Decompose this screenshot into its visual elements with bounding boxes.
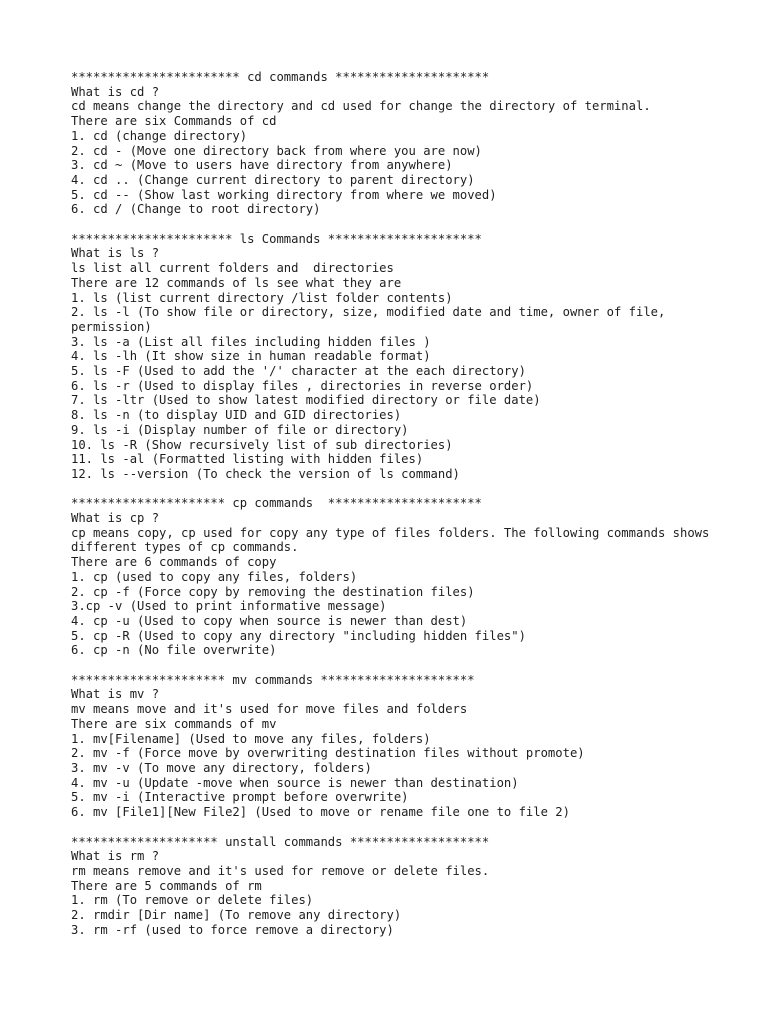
text-line: 3. ls -a (List all files including hidden files ) [71,334,431,349]
text-line: There are 5 commands of rm [71,878,262,893]
text-line: 5. cd -- (Show last working directory from where we moved) [71,187,497,202]
document-page [71,70,751,952]
text-line: 2. mv -f (Force move by overwriting destination files without promote) [71,746,585,761]
text-line: 4. ls -lh (It show size in human readable format) [71,349,431,364]
text-line: 2. ls -l (To show file or directory, size, modified date and time, owner of file, permission) [71,305,673,334]
section-question: What is cd ? [71,84,160,99]
text-line: There are six Commands of cd [71,114,277,129]
text-line: 4. cd .. (Change current directory to parent directory) [71,172,475,187]
section-header: ********************* cp commands ********************* [71,496,482,511]
text-line: 3. mv -v (To move any directory, folders) [71,761,372,775]
command-section [71,673,751,820]
text-line: 6. cd / (Change to root directory) [71,202,321,217]
text-line: mv means move and it's used for move files and folders [71,702,468,717]
text-line: 2. rmdir [Dir name] (To remove any directory) [71,908,402,923]
command-section [71,496,751,658]
text-line: 4. cp -u (Used to copy when source is newer than dest) [71,613,468,628]
text-line: 7. ls -ltr (Used to show latest modified directory or file date) [71,393,541,408]
text-line: 4. mv -u (Update -move when source is newer than destination) [71,775,519,790]
text-line: 1. rm (To remove or delete files) [71,893,314,908]
section-question: What is mv ? [71,687,160,702]
text-line: 11. ls -al (Formatted listing with hidden files) [71,452,424,467]
text-line: 8. ls -n (to display UID and GID directories) [71,408,402,423]
section-question: What is ls ? [71,246,160,261]
text-line: 1. cd (change directory) [71,128,248,143]
text-line: cp means copy, cp used for copy any type of files folders. The following commands shows different types of cp commands. [71,525,717,555]
text-line: 12. ls --version (To check the version of ls command) [71,466,460,481]
text-line: 3. cd ~ (Move to users have directory from anywhere) [71,158,453,173]
text-line: rm means remove and it's used for remove or delete files. [71,863,490,878]
text-line: There are 12 commands of ls see what they are [71,275,402,290]
text-line: 3.cp -v (Used to print informative message) [71,599,387,614]
text-line: 1. cp (used to copy any files, folders) [71,569,358,584]
text-line: 1. ls (list current directory /list folder contents) [71,290,453,305]
section-header: ********************* mv commands ********************* [71,672,475,687]
text-line: 1. mv[Filename] (Used to move any files, folders) [71,731,431,746]
command-section [71,70,751,217]
text-line: 5. mv -i (Interactive prompt before overwrite) [71,790,409,805]
text-line: ls list all current folders and directories [71,261,394,276]
section-header: ******************** unstall commands ******************* [71,834,490,849]
command-section [71,232,751,482]
text-line: There are 6 commands of copy [71,555,277,570]
text-line: 2. cd - (Move one directory back from where you are now) [71,143,482,158]
section-question: What is rm ? [71,849,160,864]
text-line: cd means change the directory and cd used for change the directory of terminal. [71,99,651,114]
text-line: 5. cp -R (Used to copy any directory "including hidden files") [71,628,526,643]
text-line: 6. ls -r (Used to display files , directories in reverse order) [71,378,534,393]
text-line: 6. mv [File1][New File2] (Used to move or rename file one to file 2) [71,805,570,820]
text-line: 6. cp -n (No file overwrite) [71,643,277,658]
text-line: 2. cp -f (Force copy by removing the destination files) [71,584,475,599]
text-line: 3. rm -rf (used to force remove a directory) [71,922,394,937]
text-line: There are six commands of mv [71,716,277,731]
text-line: 5. ls -F (Used to add the '/' character at the each directory) [71,364,526,379]
section-question: What is cp ? [71,511,160,526]
section-header: ********************** ls Commands ********************* [71,231,482,246]
command-section [71,835,751,938]
text-line: 10. ls -R (Show recursively list of sub directories) [71,437,453,452]
text-line: 9. ls -i (Display number of file or directory) [71,422,409,437]
section-header: *********************** cd commands ********************* [71,70,490,84]
